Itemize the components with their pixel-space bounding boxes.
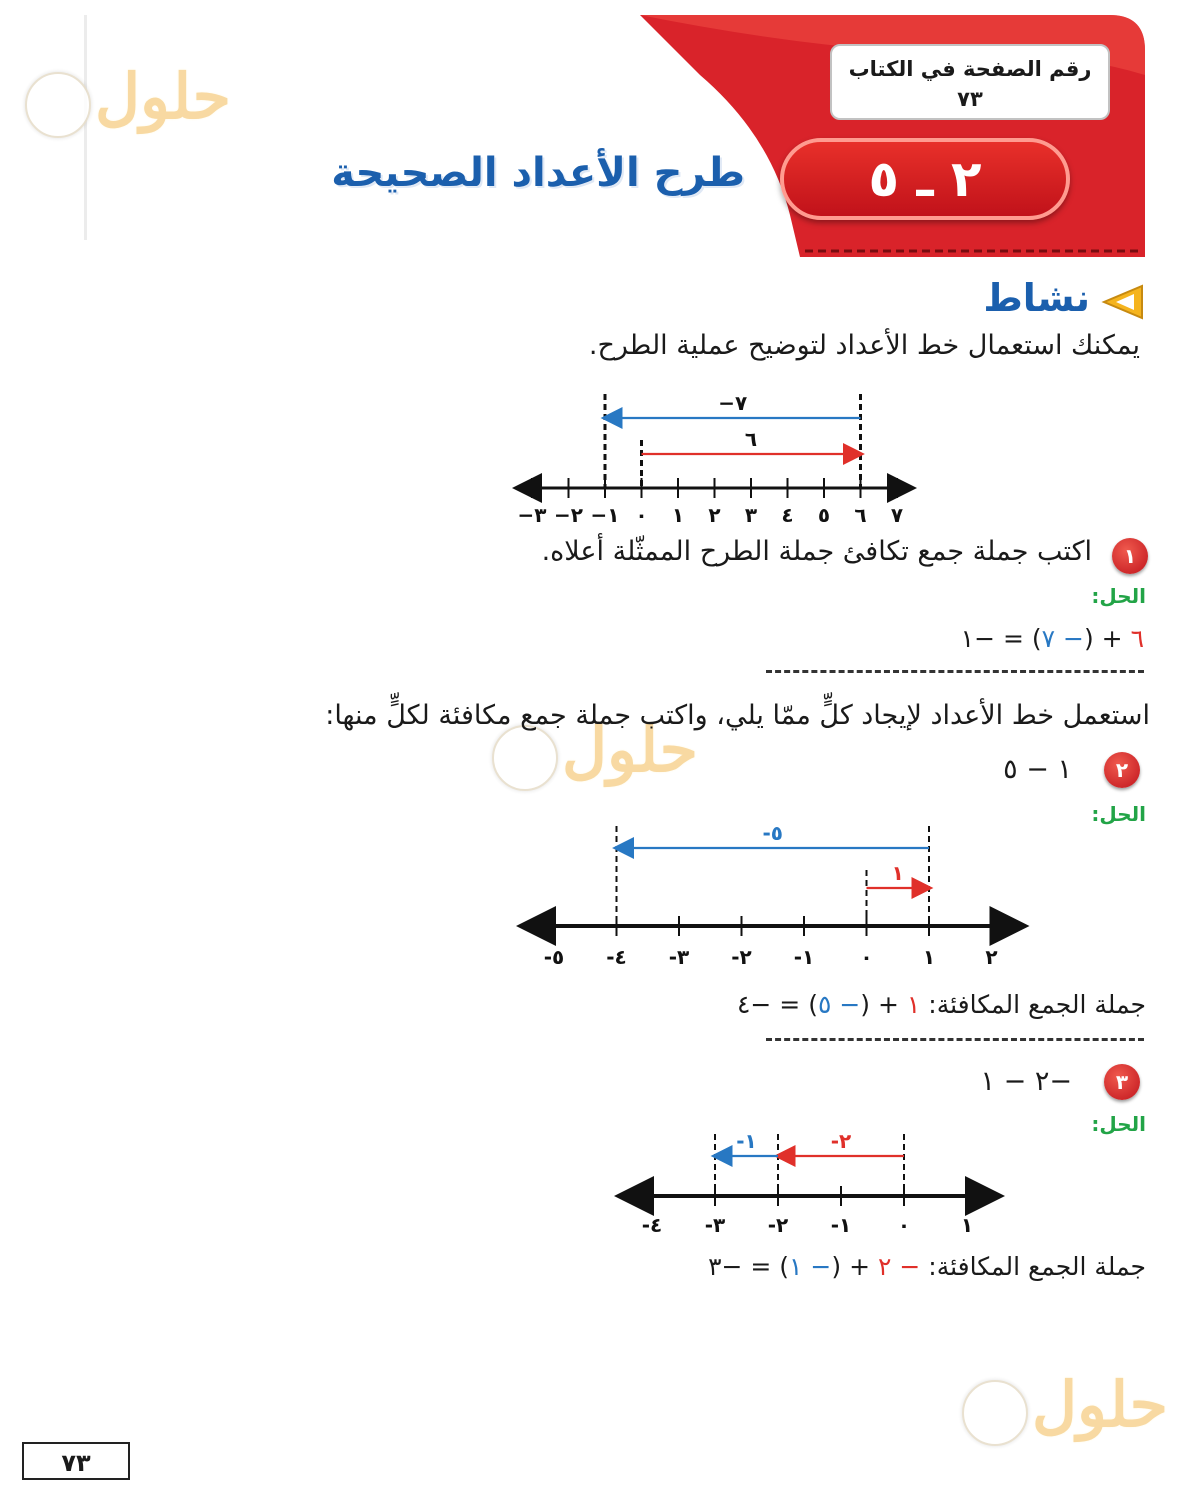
eq-result: ) = −١ — [960, 624, 1042, 653]
page-margin-line — [84, 15, 87, 240]
number-line-q3 — [612, 1128, 1012, 1248]
book-page-reference — [830, 44, 1110, 120]
number-line-activity — [510, 388, 970, 528]
q3-expression: −٢ − ١ — [980, 1066, 1072, 1097]
tick-label: ٠ — [860, 945, 873, 969]
q2-expression: ١ − ٥ — [1003, 754, 1072, 785]
page-ref-label: رقم الصفحة في الكتاب — [848, 57, 1092, 81]
tick-label: ١- — [830, 1213, 852, 1237]
eq-term-a: − ٢ — [878, 1252, 921, 1281]
q3-equation — [708, 1252, 1146, 1281]
activity-arrow-icon — [1098, 282, 1144, 322]
tick-label: ٣- — [704, 1213, 726, 1237]
lesson-title: طرح الأعداد الصحيحة — [331, 150, 745, 196]
tick-label: ٤- — [606, 945, 627, 969]
eq-sentence-label: جملة الجمع المكافئة: — [920, 990, 1146, 1019]
tick-label: ١ — [671, 503, 685, 527]
tick-label: ٣- — [668, 945, 690, 969]
section-divider — [766, 670, 1144, 673]
watermark-book-icon — [492, 725, 558, 791]
q2-solution-label: الحل: — [1091, 802, 1146, 826]
tick-label: ٤ — [781, 503, 794, 527]
lesson-number: ٢ ـ ٥ — [780, 138, 1070, 220]
blue-jump-label: ٥- — [762, 821, 784, 845]
tick-label: ٢ — [708, 503, 721, 527]
tick-label: ٥ — [817, 503, 831, 527]
tick-label: ٢- — [767, 1213, 789, 1237]
q1-solution-label: الحل: — [1091, 584, 1146, 608]
tick-label: ٢ — [985, 945, 998, 969]
eq-term-b: − ١ — [789, 1252, 832, 1281]
blue-jump-label: ٧− — [718, 391, 748, 415]
tick-label: ٦ — [854, 503, 867, 527]
q2-equation — [737, 990, 1146, 1019]
watermark-book-icon — [962, 1380, 1028, 1446]
watermark-text: حلول — [562, 713, 698, 786]
tick-label: ١ — [960, 1213, 974, 1237]
question-number-badge: ١ — [1112, 538, 1148, 574]
tick-label: ٠ — [635, 503, 648, 527]
eq-term-b: − ٧ — [1041, 624, 1084, 653]
tick-label: ٥- — [543, 945, 565, 969]
instruction-text: استعمل خط الأعداد لإيجاد كلٍّ ممّا يلي، واكتب جملة جمع مكافئة لكلٍّ منها: — [325, 700, 1150, 731]
eq-plus: + ( — [831, 1252, 878, 1281]
section-divider — [766, 1038, 1144, 1041]
tick-label: ١- — [793, 945, 815, 969]
eq-term-a: ٦ — [1130, 624, 1144, 653]
page-ref-number: ٧٣ — [957, 87, 983, 111]
tick-label: ٧ — [890, 503, 904, 527]
eq-result: ) = −٣ — [708, 1252, 790, 1281]
red-jump-label: ١ — [891, 861, 904, 885]
number-line-q2 — [510, 818, 1040, 978]
watermark-text: حلول — [95, 60, 231, 133]
eq-plus: + ( — [1083, 624, 1131, 653]
tick-label: ٣ — [744, 503, 758, 527]
tick-label: ١− — [590, 503, 620, 527]
q3-solution-label: الحل: — [1091, 1112, 1146, 1136]
red-jump-label: ٢- — [830, 1129, 852, 1153]
question-number-badge: ٣ — [1104, 1064, 1140, 1100]
question-number-badge: ٢ — [1104, 752, 1140, 788]
red-jump-label: ٦ — [744, 427, 758, 451]
watermark-book-icon — [25, 72, 91, 138]
eq-result: ) = −٤ — [736, 990, 818, 1019]
watermark-text: حلول — [1032, 1368, 1168, 1441]
eq-term-b: − ٥ — [817, 990, 861, 1019]
blue-jump-label: ١- — [736, 1129, 757, 1153]
q1-equation — [961, 624, 1144, 653]
page-number: ٧٣ — [22, 1442, 130, 1480]
tick-label: ١ — [922, 945, 936, 969]
tick-label: ٠ — [897, 1213, 911, 1237]
eq-sentence-label: جملة الجمع المكافئة: — [920, 1252, 1146, 1281]
eq-plus: + ( — [860, 990, 907, 1019]
tick-label: ٢- — [731, 945, 752, 969]
activity-intro: يمكنك استعمال خط الأعداد لتوضيح عملية الطرح. — [588, 330, 1140, 361]
tick-label: ٤- — [641, 1213, 663, 1237]
tick-label: ٢− — [554, 503, 583, 527]
activity-heading: نشاط — [983, 276, 1090, 320]
q1-text: اكتب جملة جمع تكافئ جملة الطرح الممثّلة أعلاه. — [541, 536, 1092, 567]
eq-term-a: ١ — [906, 990, 921, 1019]
tick-label: ٣− — [517, 503, 547, 527]
